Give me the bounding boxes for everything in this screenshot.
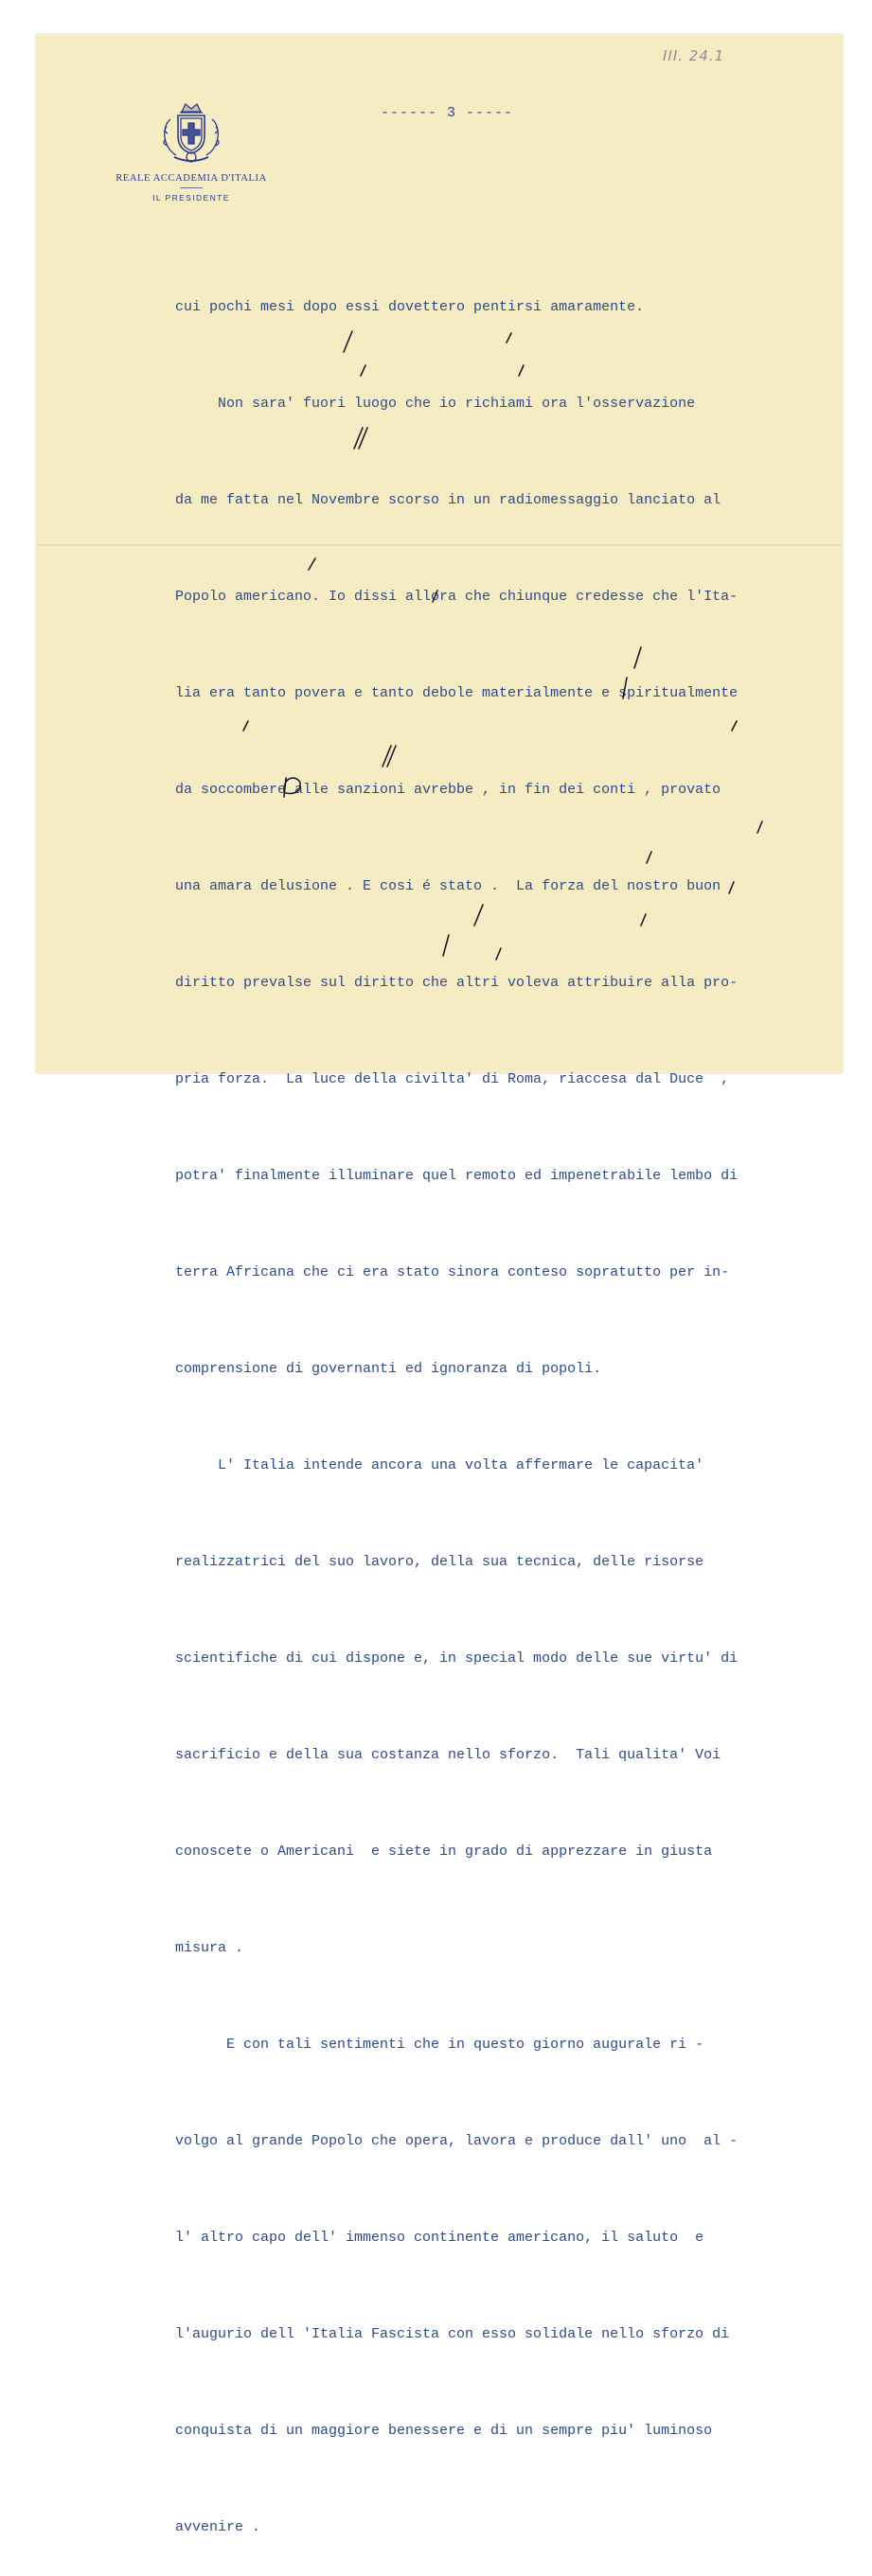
text-line: potra' finalmente illuminare quel remoto ed impenetrabile lembo di [175, 1168, 739, 1184]
text-line: E con tali sentimenti che in questo giorno augurale ri - [175, 2037, 704, 2053]
text-line: pria forza. La luce della civilta' di Roma, riaccesa dal Duce , [175, 1071, 730, 1087]
letter-body [175, 227, 791, 2576]
text-line: da me fatta nel Novembre scorso in un radiomessaggio lanciato al [175, 492, 721, 508]
text-line: sacrificio e della sua costanza nello sforzo. Tali qualita' Voi [175, 1747, 721, 1763]
text-line: comprensione di governanti ed ignoranza di popoli. [175, 1361, 602, 1377]
text-line: l' altro capo dell' immenso continente americano, il saluto e [175, 2230, 704, 2246]
text-line: L' Italia intende ancora una volta affermare le capacita' [175, 1457, 704, 1473]
text-line: realizzatrici del suo lavoro, della sua tecnica, delle risorse [175, 1554, 704, 1570]
text-line: l'augurio dell 'Italia Fascista con esso solidale nello sforzo di [175, 2326, 730, 2342]
archive-pencil-mark: III. 24.1 [663, 47, 725, 64]
text-line: conquista di un maggiore benessere e di un sempre piu' luminoso [175, 2423, 713, 2439]
letterhead-institution: REALE ACCADEMIA D'ITALIA [116, 173, 267, 184]
text-line: misura . [175, 1940, 244, 1956]
letterhead-divider [180, 187, 203, 188]
text-line: avvenire . [175, 2519, 261, 2535]
text-line: volgo al grande Popolo che opera, lavora e produce dall' uno al - [175, 2133, 739, 2149]
text-line: conoscete o Americani e siete in grado di apprezzare in giusta [175, 1844, 713, 1860]
text-line: cui pochi mesi dopo essi dovettero pentirsi amaramente. [175, 299, 645, 315]
text-line: diritto prevalse sul diritto che altri voleva attribuire alla pro- [175, 975, 739, 991]
letterhead-title: IL PRESIDENTE [152, 193, 230, 203]
text-line: Popolo americano. Io dissi allora che chiunque credesse che l'Ita- [175, 589, 739, 605]
page-number: ------ 3 ----- [381, 105, 514, 121]
text-line: lia era tanto povera e tanto debole materialmente e spiritualmente [175, 685, 739, 701]
text-line: Non sara' fuori luogo che io richiami ora l'osservazione [175, 396, 696, 412]
text-line: scientifiche di cui dispone e, in special modo delle sue virtu' di [175, 1650, 739, 1667]
text-line: da soccombere alle sanzioni avrebbe , in fin dei conti , provato [175, 782, 721, 798]
text-line: una amara delusione . E cosi é stato . La forza del nostro buon [175, 878, 721, 894]
royal-crest-icon [157, 98, 225, 167]
text-line: terra Africana che ci era stato sinora conteso sopratutto per in- [175, 1264, 730, 1280]
